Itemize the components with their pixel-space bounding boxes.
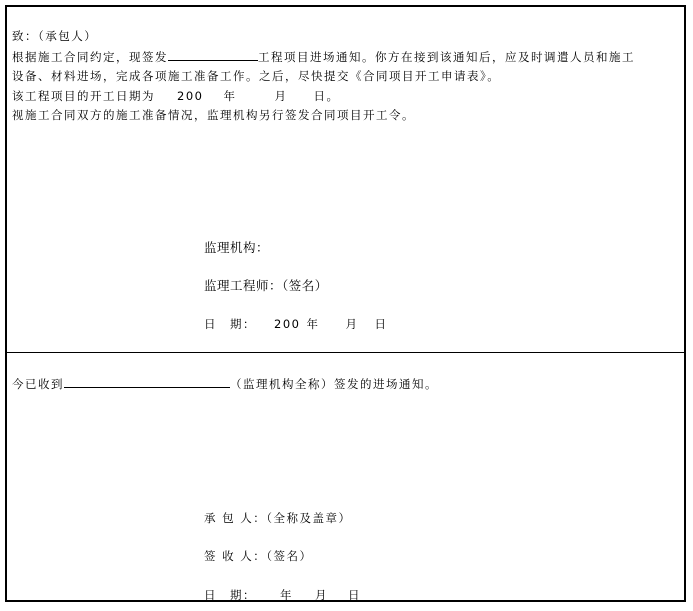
notice-date-label: 日 期：	[204, 317, 256, 331]
supervisor-org-name-blank[interactable]	[64, 375, 230, 388]
notice-date-month-char: 月	[345, 317, 359, 331]
notice-paragraph-2: 设备、材料进场，完成各项施工准备工作。之后，尽快提交《合同项目开工申请表》。	[12, 69, 501, 83]
receipt-month-char: 月	[315, 588, 328, 602]
project-name-blank[interactable]	[168, 48, 258, 61]
receipt-line	[12, 375, 438, 392]
supervisor-engineer: 监理工程师：（签名）	[204, 278, 328, 293]
start-date-line	[12, 88, 339, 104]
receipt-date-line	[204, 587, 361, 603]
receipt-line-end: （监理机构全称）签发的进场通知。	[230, 377, 438, 391]
start-day-char: 日。	[313, 89, 340, 103]
notice-date-day-char: 日	[374, 317, 388, 331]
notice-paragraph-1-end: 工程项目进场通知。你方在接到该通知后，应及时调遣人员和施工	[258, 50, 635, 64]
notice-date-year-char: 年	[306, 317, 320, 331]
receipt-year-char: 年	[280, 588, 293, 602]
notice-paragraph-4: 视施工合同双方的施工准备情况，监理机构另行签发合同项目开工令。	[12, 108, 415, 122]
receipt-date-label: 日 期：	[204, 588, 256, 602]
start-year: 200	[177, 89, 204, 103]
start-date-label: 该工程项目的开工日期为	[12, 89, 155, 103]
notice-date-line	[204, 316, 387, 332]
section-divider	[5, 352, 686, 353]
signer-line: 签 收 人：（签名）	[204, 549, 313, 563]
to-line: 致：（承包人）	[12, 29, 98, 43]
start-year-char: 年	[223, 89, 237, 103]
supervisor-org: 监理机构：	[204, 240, 270, 255]
notice-paragraph-1	[12, 48, 635, 65]
start-month-char: 月	[274, 89, 288, 103]
notice-paragraph-1-start: 根据施工合同约定，现签发	[12, 50, 168, 64]
contractor-line: 承 包 人：（全称及盖章）	[204, 511, 352, 525]
notice-date-year: 200	[274, 317, 301, 331]
receipt-line-start: 今已收到	[12, 377, 64, 391]
receipt-day-char: 日	[348, 588, 361, 602]
